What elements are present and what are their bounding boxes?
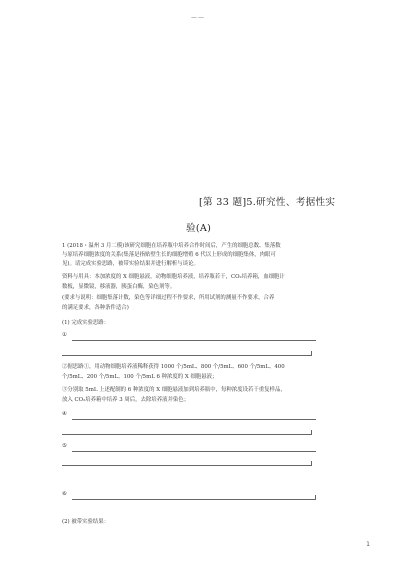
answer-blank-step-5a[interactable]: [72, 451, 316, 452]
step-5-marker: ⑤: [62, 443, 67, 449]
blank-end-tick: [311, 430, 312, 434]
answer-blank-step-1b[interactable]: [62, 355, 312, 356]
part1-label: (1) 完成实验思路：: [62, 320, 110, 326]
step-1-marker: ①: [62, 332, 67, 338]
section-title-line2: 验(A): [186, 223, 212, 234]
blank-end-tick: [315, 495, 316, 499]
answer-blank-step-1a[interactable]: [72, 340, 316, 341]
question-stem-line-2: 与原培养细胞浓度的关系(集落是指贴壁生长的细胞增殖 6 代以上形成的细胞集体，肉眼可: [62, 252, 276, 258]
answer-blank-step-6a[interactable]: [72, 499, 316, 500]
step-2-text: ②据思路①，用动物细胞培养液稀释获得 1000 个/5mL、800 个/5mL、600 个/5mL、400: [62, 364, 285, 370]
step-2-text-cont: 个/5mL、200 个/5mL、100 个/5mL 6 种浓度的 X 细胞悬液；: [62, 374, 218, 380]
step-4-marker: ④: [62, 411, 67, 417]
header-mark: ——: [191, 14, 205, 21]
question-stem-line-1: 1 (2018・温州 3 月二模)该研究细胞在培养瓶中培养合作时间后，产生的细胞总数、集落数: [62, 243, 281, 249]
answer-blank-step-4a[interactable]: [72, 419, 316, 420]
page-number: 1: [366, 541, 370, 548]
answer-blank-step-5b[interactable]: [62, 465, 312, 466]
blank-end-tick: [311, 351, 312, 355]
question-stem-line-4: 资料与用具：本加浓度的 X 细胞悬液，动物细胞培养液，培养瓶若干，CO₂培养箱，血细胞计: [62, 274, 285, 280]
answer-blank-step-4b[interactable]: [62, 434, 312, 435]
question-stem-line-3: 见)。请完成实验思路，被带实验结果并进行解析与谈论。: [62, 261, 199, 267]
question-stem-line-5: 数板，显微镜，移液器，胰蛋白酶，染色剂等。: [62, 284, 176, 290]
question-stem-line-6: (要求与说明：细胞集落计数，染色等详细过程不作要求，所用试剂的测量不作要求，合养: [62, 295, 275, 301]
step-3-text-cont: 放入 CO₂培养箱中培养 3 周后，去除培养液并染色；: [62, 397, 190, 403]
step-3-text: ③分别取 5mL 上述配制的 6 种浓度的 X 细胞悬液加到培养瓶中，每种浓度设若干重复样品，: [62, 387, 286, 393]
section-title-line1: [第 33 题]5.研究性、考据性实: [199, 197, 336, 208]
part2-label: (2) 被带实验结果：: [62, 519, 110, 525]
question-stem-line-7: 的满足要求，各种条件适合): [62, 305, 129, 311]
step-6-marker: ⑥: [62, 491, 67, 497]
blank-end-tick: [311, 461, 312, 465]
